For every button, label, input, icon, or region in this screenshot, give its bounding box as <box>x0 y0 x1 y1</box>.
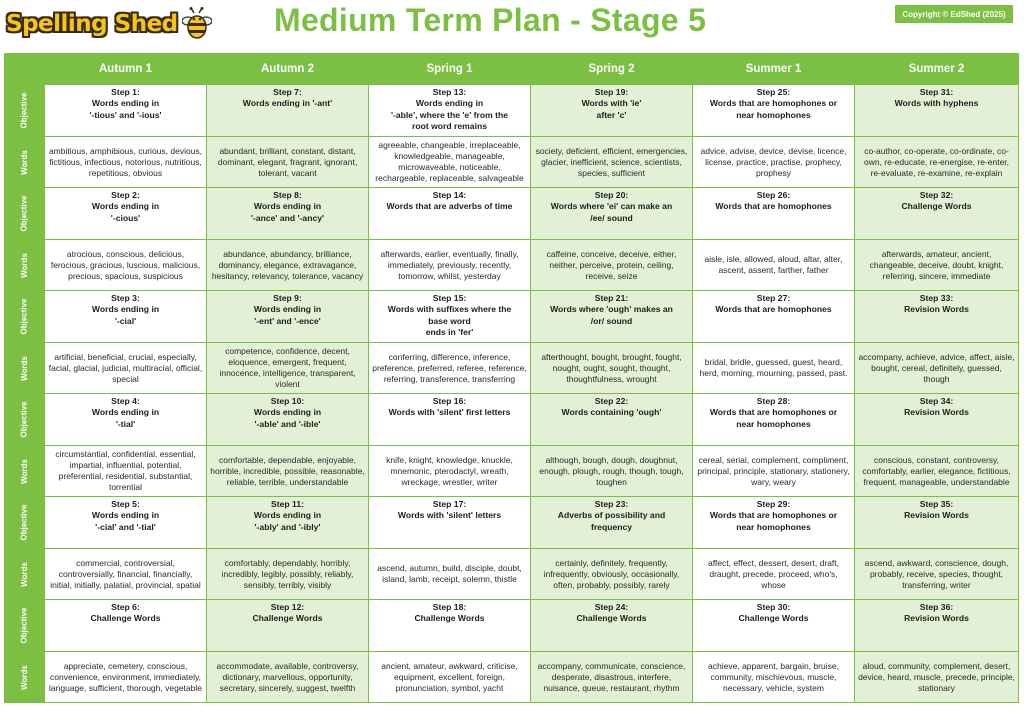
objective-text: Revision Words <box>904 613 969 624</box>
word-list-cell: ascend, autumn, build, disciple, doubt, island, lamb, receipt, solemn, thistle <box>369 549 531 600</box>
objective-cell <box>693 600 855 652</box>
objective-cell <box>45 188 207 240</box>
word-list-cell: abundance, abundancy, brilliance, dominancy, elegance, extravagance, hesitancy, relevancy, tolerance, vacancy <box>207 240 369 291</box>
words-label-text: Words <box>20 149 29 175</box>
objective-row-label <box>5 600 45 652</box>
word-list-cell: although, bough, dough, doughnut, enough, plough, rough, though, tough, toughen <box>531 446 693 497</box>
word-list-cell: comfortable, dependable, enjoyable, horrible, incredible, possible, reasonable, reliable, terrible, understandable <box>207 446 369 497</box>
objective-text: Words where 'ough' makes an /or/ sound <box>550 304 673 326</box>
step-number: Step 22: <box>594 396 629 406</box>
word-list-cell: abundant, brilliant, constant, distant, dominant, elegant, fragrant, ignorant, tolerant, vacant <box>207 137 369 188</box>
plan-body <box>5 85 1019 703</box>
objective-text: Words that are adverbs of time <box>386 201 513 212</box>
objective-cell <box>855 85 1019 137</box>
word-list-cell: appreciate, cemetery, conscious, convenience, environment, immediately, language, sufficient, thorough, vegetable <box>45 652 207 703</box>
step-number: Step 13: <box>432 87 467 97</box>
words-row-label <box>5 343 45 394</box>
objective-text: Words ending in '-cial' and '-tial' <box>91 510 160 532</box>
objective-cell <box>207 291 369 343</box>
word-list-cell: cereal, serial, complement, compliment, principal, principle, stationary, stationery, wary, weary <box>693 446 855 497</box>
words-label-text: Words <box>20 664 29 690</box>
word-list-cell: caffeine, conceive, deceive, either, neither, perceive, protein, ceiling, receive, seize <box>531 240 693 291</box>
objective-label-text: Objective <box>19 298 29 335</box>
step-number: Step 19: <box>594 87 629 97</box>
objective-text: Words containing 'ough' <box>561 407 662 418</box>
copyright-badge: Copyright © EdShed (2025) <box>895 5 1013 23</box>
objective-text: Words ending in '-able', where the 'e' from the root word remains <box>390 98 509 131</box>
step-number: Step 32: <box>919 190 954 200</box>
words-row <box>5 652 1019 703</box>
step-number: Step 29: <box>756 499 791 509</box>
objective-text: Words where 'ei' can make an /ee/ sound <box>550 201 673 223</box>
words-label-text: Words <box>20 355 29 381</box>
word-list-cell: comfortably, dependably, horribly, incredibly, legibly, possibly, reliably, sensibly, terribly, visibly <box>207 549 369 600</box>
column-header: Autumn 2 <box>207 54 369 85</box>
objective-label-text: Objective <box>19 607 29 644</box>
step-number: Step 28: <box>756 396 791 406</box>
objective-cell <box>207 188 369 240</box>
objective-cell <box>855 600 1019 652</box>
column-header: Spring 1 <box>369 54 531 85</box>
objective-row <box>5 600 1019 652</box>
objective-cell <box>693 188 855 240</box>
objective-text: Challenge Words <box>90 613 161 624</box>
word-list-cell: atrocious, conscious, delicious, ferocious, gracious, luscious, malicious, precious, spacious, suspicious <box>45 240 207 291</box>
word-list-cell: affect, effect, dessert, desert, draft, draught, precede, proceed, who's, whose <box>693 549 855 600</box>
objective-cell <box>207 394 369 446</box>
objective-cell <box>207 85 369 137</box>
word-list-cell: afterwards, amateur, ancient, changeable, deceive, doubt, knight, referring, sincere, immediate <box>855 240 1019 291</box>
words-row-label <box>5 240 45 291</box>
words-label-text: Words <box>20 252 29 278</box>
objective-label-text: Objective <box>19 195 29 232</box>
objective-label-text: Objective <box>19 401 29 438</box>
step-number: Step 11: <box>271 499 304 509</box>
step-number: Step 27: <box>756 293 791 303</box>
objective-row-label <box>5 291 45 343</box>
step-number: Step 36: <box>919 602 954 612</box>
word-list-cell: aloud, community, complement, desert, device, heard, muscle, precede, principle, stationary <box>855 652 1019 703</box>
objective-text: Words that are homophones <box>715 304 832 315</box>
objective-label-text: Objective <box>19 92 29 129</box>
step-number: Step 21: <box>594 293 629 303</box>
objective-cell <box>45 497 207 549</box>
step-number: Step 2: <box>111 190 140 200</box>
objective-text: Revision Words <box>904 304 969 315</box>
objective-cell <box>369 497 531 549</box>
step-number: Step 25: <box>756 87 791 97</box>
header <box>0 0 1024 52</box>
word-list-cell: co-author, co-operate, co-ordinate, co-own, re-educate, re-energise, re-enter, re-evaluate, re-examine, re-explain <box>855 137 1019 188</box>
objective-text: Challenge Words <box>252 613 323 624</box>
words-row-label <box>5 446 45 497</box>
objective-cell <box>531 85 693 137</box>
step-number: Step 5: <box>111 499 140 509</box>
step-number: Step 20: <box>594 190 629 200</box>
objective-text: Challenge Words <box>738 613 809 624</box>
word-list-cell: competence, confidence, decent, eloquence, emergent, frequent, innocence, intelligence, transparent, violent <box>207 343 369 394</box>
objective-row <box>5 188 1019 240</box>
objective-cell <box>531 291 693 343</box>
step-number: Step 9: <box>273 293 302 303</box>
objective-text: Words ending in '-tious' and '-ious' <box>89 98 162 120</box>
step-number: Step 17: <box>432 499 467 509</box>
medium-term-plan-table <box>4 53 1019 703</box>
objective-cell <box>855 188 1019 240</box>
word-list-cell: accompany, communicate, conscience, desperate, disastrous, interfere, nuisance, queue, restaurant, rhythm <box>531 652 693 703</box>
step-number: Step 3: <box>111 293 140 303</box>
step-number: Step 12: <box>270 602 305 612</box>
step-number: Step 18: <box>432 602 467 612</box>
objective-text: Adverbs of possibility and frequency <box>557 510 666 532</box>
word-list-cell: ancient, amateur, awkward, criticise, equipment, excellent, foreign, pronunciation, symbol, yacht <box>369 652 531 703</box>
words-row-label <box>5 549 45 600</box>
step-number: Step 14: <box>432 190 467 200</box>
word-list-cell: advice, advise, device, devise, licence, license, practice, practise, prophecy, prophesy <box>693 137 855 188</box>
objective-text: Words with 'ie' after 'c' <box>581 98 642 120</box>
step-number: Step 4: <box>111 396 140 406</box>
column-header-row <box>5 54 1019 85</box>
words-row <box>5 549 1019 600</box>
objective-row <box>5 394 1019 446</box>
objective-cell <box>855 394 1019 446</box>
objective-text: Revision Words <box>904 510 969 521</box>
column-header: Autumn 1 <box>45 54 207 85</box>
objective-text: Words ending in '-able' and '-ible' <box>253 407 322 429</box>
objective-cell <box>369 85 531 137</box>
objective-cell <box>531 497 693 549</box>
objective-text: Words with 'silent' first letters <box>388 407 511 418</box>
objective-cell <box>45 85 207 137</box>
corner-cell <box>5 54 45 85</box>
step-number: Step 24: <box>594 602 629 612</box>
step-number: Step 6: <box>111 602 140 612</box>
objective-text: Words with 'silent' letters <box>397 510 502 521</box>
words-label-text: Words <box>20 561 29 587</box>
words-label-text: Words <box>20 458 29 484</box>
objective-cell <box>693 291 855 343</box>
step-number: Step 16: <box>432 396 467 406</box>
objective-text: Challenge Words <box>414 613 485 624</box>
word-list-cell: artificial, beneficial, crucial, especially, facial, glacial, judicial, multiracial, official, special <box>45 343 207 394</box>
objective-cell <box>369 600 531 652</box>
objective-text: Words that are homophones <box>715 201 832 212</box>
column-header: Summer 2 <box>855 54 1019 85</box>
objective-text: Words ending in '-ance' and '-ancy' <box>250 201 325 223</box>
word-list-cell: society, deficient, efficient, emergencies, glacier, inefficient, science, scientists, species, sufficient <box>531 137 693 188</box>
column-header: Summer 1 <box>693 54 855 85</box>
objective-cell <box>531 188 693 240</box>
objective-text: Words ending in '-tial' <box>91 407 160 429</box>
objective-cell <box>369 291 531 343</box>
step-number: Step 8: <box>273 190 302 200</box>
step-number: Step 34: <box>919 396 954 406</box>
column-header: Spring 2 <box>531 54 693 85</box>
objective-text: Words that are homophones or near homophones <box>709 407 838 429</box>
objective-cell <box>207 497 369 549</box>
word-list-cell: ascend, awkward, conscience, dough, probably, receive, species, thought, transferring, writer <box>855 549 1019 600</box>
words-row <box>5 240 1019 291</box>
step-number: Step 26: <box>756 190 791 200</box>
word-list-cell: accompany, achieve, advice, affect, aisle, bought, cereal, definitely, guessed, though <box>855 343 1019 394</box>
objective-cell <box>45 394 207 446</box>
objective-text: Words ending in '-ably' and '-ibly' <box>253 510 322 532</box>
objective-cell <box>855 291 1019 343</box>
objective-row-label <box>5 85 45 137</box>
objective-cell <box>531 600 693 652</box>
step-number: Step 30: <box>756 602 791 612</box>
bee-icon <box>182 7 212 41</box>
objective-row-label <box>5 394 45 446</box>
objective-cell <box>207 600 369 652</box>
objective-text: Revision Words <box>904 407 969 418</box>
word-list-cell: aisle, isle, allowed, aloud, altar, alter, ascent, assent, farther, father <box>693 240 855 291</box>
objective-text: Words that are homophones or near homophones <box>709 98 838 120</box>
word-list-cell: commercial, controversial, controversially, financial, financially, initial, initially, palatial, provincial, spatial <box>45 549 207 600</box>
word-list-cell: circumstantial, confidential, essential, impartial, influential, potential, preferential, residential, substantial, torrential <box>45 446 207 497</box>
objective-row-label <box>5 497 45 549</box>
word-list-cell: ambitious, amphibious, curious, devious, fictitious, infectious, notorious, nutritious, repetitious, obvious <box>45 137 207 188</box>
words-row <box>5 137 1019 188</box>
word-list-cell: afterthought, bought, brought, fought, nought, ought, sought, thought, thoughtfulness, wrought <box>531 343 693 394</box>
word-list-cell: afterwards, earlier, eventually, finally, immediately, previously, recently, tomorrow, whilst, yesterday <box>369 240 531 291</box>
objective-row-label <box>5 188 45 240</box>
objective-row <box>5 85 1019 137</box>
objective-text: Words with hyphens <box>894 98 979 109</box>
objective-cell <box>693 497 855 549</box>
word-list-cell: bridal, bridle, guessed, guest, heard, herd, morning, mourning, passed, past. <box>693 343 855 394</box>
word-list-cell: conscious, constant, controversy, comfortably, earlier, elegance, fictitious, frequent, manageable, understandable <box>855 446 1019 497</box>
step-number: Step 23: <box>594 499 629 509</box>
objective-cell <box>369 394 531 446</box>
words-row <box>5 446 1019 497</box>
step-number: Step 33: <box>919 293 954 303</box>
objective-cell <box>45 291 207 343</box>
word-list-cell: accommodate, available, controversy, dictionary, marvellous, opportunity, secretary, sincerely, suggest, twelfth <box>207 652 369 703</box>
step-number: Step 15: <box>432 293 467 303</box>
objective-text: Challenge Words <box>901 201 972 212</box>
words-row <box>5 343 1019 394</box>
step-number: Step 1: <box>111 87 140 97</box>
objective-text: Challenge Words <box>576 613 647 624</box>
word-list-cell: agreeable, changeable, irreplaceable, knowledgeable, manageable, microwaveable, noticeable, rechargeable, replaceable, salvageable <box>369 137 531 188</box>
spelling-shed-logo[interactable] <box>6 4 212 44</box>
objective-cell <box>855 497 1019 549</box>
words-row-label <box>5 652 45 703</box>
step-number: Step 35: <box>919 499 954 509</box>
objective-row <box>5 497 1019 549</box>
objective-text: Words with suffixes where the base word ends in 'fer' <box>387 304 512 337</box>
word-list-cell: certainly, definitely, frequently, infrequently, obviously, occasionally, often, probably, possibly, rarely <box>531 549 693 600</box>
objective-text: Words ending in '-cial' <box>91 304 160 326</box>
objective-row <box>5 291 1019 343</box>
objective-cell <box>369 188 531 240</box>
objective-label-text: Objective <box>19 504 29 541</box>
step-number: Step 7: <box>273 87 302 97</box>
objective-cell <box>693 85 855 137</box>
word-list-cell: achieve, apparent, bargain, bruise, community, mischievous, muscle, necessary, vehicle, system <box>693 652 855 703</box>
objective-cell <box>693 394 855 446</box>
step-number: Step 31: <box>919 87 954 97</box>
step-number: Step 10: <box>270 396 305 406</box>
page-title: Medium Term Plan - Stage 5 <box>274 2 707 38</box>
word-list-cell: conferring, difference, inference, preference, preferred, referee, reference, referring, transference, transferring <box>369 343 531 394</box>
word-list-cell: knife, knight, knowledge, knuckle, mnemonic, pterodactyl, wreath, wreckage, wrestler, writer <box>369 446 531 497</box>
objective-text: Words that are homophones or near homophones <box>709 510 838 532</box>
logo-text: Spelling Shed <box>6 11 178 37</box>
objective-text: Words ending in '-ant' <box>242 98 333 109</box>
objective-text: Words ending in '-ent' and '-ence' <box>253 304 322 326</box>
objective-text: Words ending in '-cious' <box>91 201 160 223</box>
objective-cell <box>45 600 207 652</box>
words-row-label <box>5 137 45 188</box>
objective-cell <box>531 394 693 446</box>
